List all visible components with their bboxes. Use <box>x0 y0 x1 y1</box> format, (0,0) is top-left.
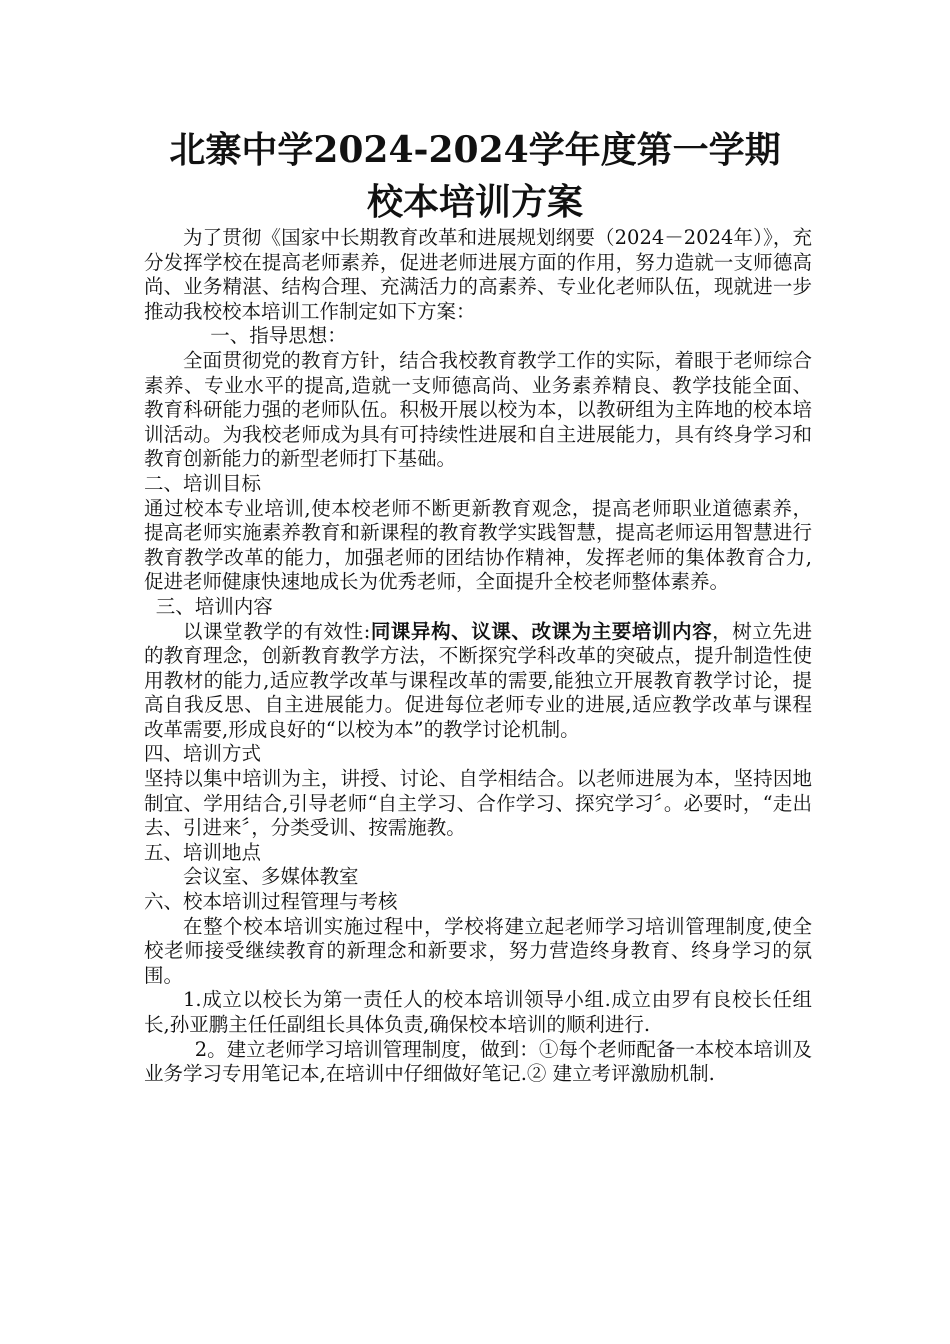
document-title-line2: 校本培训方案 <box>366 181 583 223</box>
section-heading-1: 一、指导思想： <box>210 324 347 348</box>
section-heading-6: 六、校本培训过程管理与考核 <box>144 890 398 914</box>
section-1-paragraph: 全面贯彻党的教育方针，结合我校教育教学工作的实际，着眼于老师综合素养、专业水平的提高,造就一支师德高尚、业务素养精良、教学技能全面、教育科研能力强的老师队伍。积极开展以校为本，以教研组为主阵地的校本培训活动。为我校老师成为具有可持续性进展和自主进展能力，具有终身学习和教育创新能力的新型老师打下基础。 <box>144 348 812 471</box>
intro-paragraph: 为了贯彻《国家中长期教育改革和进展规划纲要（2024－2024年）》，充分发挥学校在提高老师素养，促进老师进展方面的作用，努力造就一支师德高尚、业务精湛、结构合理、充满活力的高素养、专业化老师队伍，现就进一步推动我校校本培训工作制定如下方案： <box>144 226 812 323</box>
section-heading-3: 三、培训内容 <box>155 594 273 618</box>
section-6-item-1: 1.成立以校长为第一责任人的校本培训领导小组.成立由罗有良校长任组长,孙亚鹏主任任副组长具体负责,确保校本培训的顺利进行. <box>144 988 812 1036</box>
section-2-paragraph: 通过校本专业培训,使本校老师不断更新教育观念，提高老师职业道德素养，提高老师实施素养教育和新课程的教育教学实践智慧，提高老师运用智慧进行教育教学改革的能力，加强老师的团结协作精神，发挥老师的集体教育合力,促进老师健康快速地成长为优秀老师，全面提升全校老师整体素养。 <box>144 496 812 594</box>
section-3-paragraph <box>144 620 812 743</box>
section-6-item-2: 2。建立老师学习培训管理制度，做到：①每个老师配备一本校本培训及业务学习专用笔记本,在培训中仔细做好笔记.② 建立考评激励机制. <box>144 1037 812 1086</box>
document-body <box>144 226 812 1087</box>
section-heading-2: 二、培训目标 <box>144 471 262 495</box>
section-3-lead: 以课堂教学的有效性: <box>183 619 371 643</box>
section-heading-4: 四、培训方式 <box>144 742 262 766</box>
section-3-rest: ，树立先进的教育理念，创新教育教学方法，不断探究学科改革的突破点，提升制造性使用教材的能力,适应教学改革与课程改革的需要,能独立开展教育教学讨论，提高自我反思、自主进展能力。促进每位老师专业的进展,适应教学改革与课程改革需要,形成良好的“以校为本”的教学讨论机制。 <box>144 619 812 741</box>
section-6-paragraph: 在整个校本培训实施过程中，学校将建立起老师学习培训管理制度,使全校老师接受继续教育的新理念和新要求，努力营造终身教育、终身学习的氛围。 <box>144 914 812 987</box>
section-heading-5: 五、培训地点 <box>144 840 262 864</box>
document-title-line1: 北寨中学2024-2024学年度第一学期 <box>169 129 781 171</box>
section-5-paragraph: 会议室、多媒体教室 <box>183 865 359 889</box>
section-3-bold-text: 同课异构、议课、改课为主要培训内容 <box>370 619 713 643</box>
section-4-paragraph: 坚持以集中培训为主，讲授、讨论、自学相结合。以老师进展为本，坚持因地制宜、学用结合,引导老师“自主学习、合作学习、探究学习〞。必要时，“走出去、引进来〞，分类受训、按需施教。 <box>144 767 812 840</box>
